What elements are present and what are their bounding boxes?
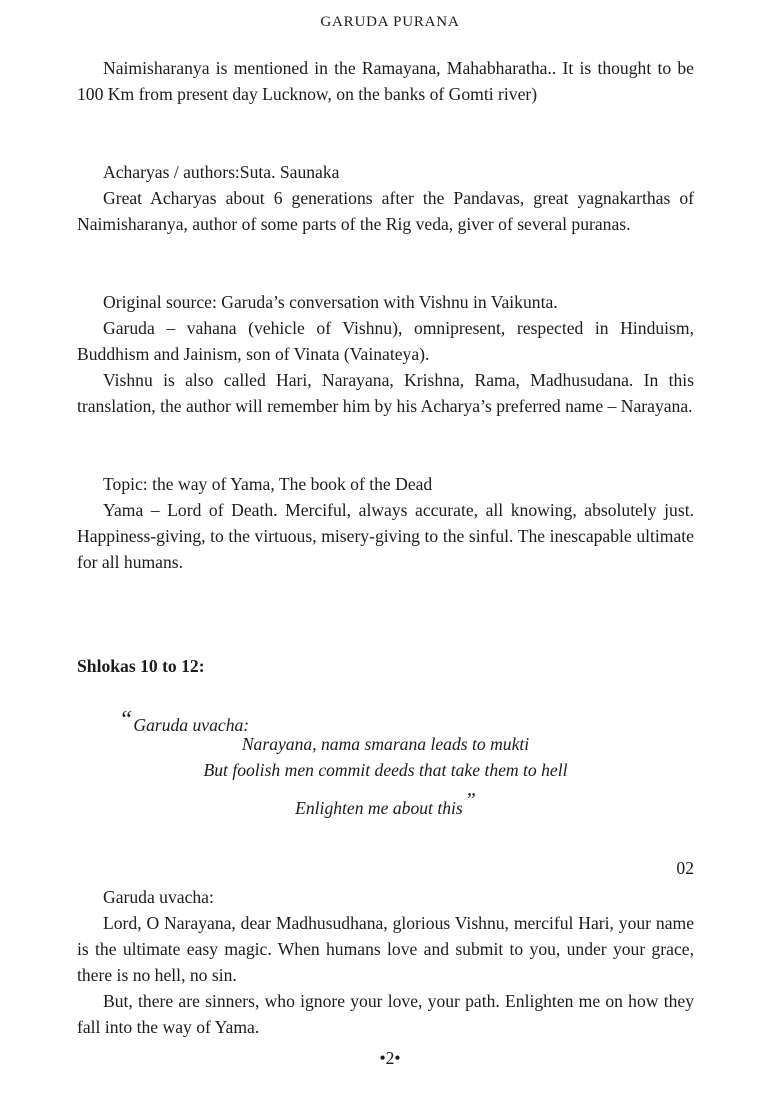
garuda-description: Garuda – vahana (vehicle of Vishnu), omnipresent, respected in Hinduism, Buddhism and Jainism, son of Vinata (Vainateya). xyxy=(77,318,694,364)
translation-paragraph: But, there are sinners, who ignore your love, your path. Enlighten me on how they fall into the way of Yama. xyxy=(77,991,694,1037)
topic-section xyxy=(77,471,694,575)
quote-speaker-text: Garuda uvacha: xyxy=(133,715,250,735)
yama-description: Yama – Lord of Death. Merciful, always accurate, all knowing, absolutely just. Happiness-giving, to the virtuous, misery-giving to the sinful. The inescapable ultimate for all humans. xyxy=(77,500,694,572)
translation-section xyxy=(77,884,694,1040)
acharyas-description: Great Acharyas about 6 generations after the Pandavas, great yagnakarthas of Naimisharanya, author of some parts of the Rig veda, giver of several puranas. xyxy=(77,188,694,234)
translation-speaker: Garuda uvacha: xyxy=(103,887,214,907)
page-number: •2• xyxy=(379,1048,401,1068)
source-section xyxy=(77,289,694,419)
shloka-line-text: Enlighten me about this xyxy=(295,798,463,818)
shloka-line: But foolish men commit deeds that take them to hell xyxy=(203,760,568,780)
verse-number: 02 xyxy=(676,858,694,878)
acharyas-title: Acharyas / authors:Suta. Saunaka xyxy=(103,162,340,182)
source-title: Original source: Garuda’s conversation with Vishnu in Vaikunta. xyxy=(103,292,558,312)
translation-paragraph: Lord, O Narayana, dear Madhusudhana, glorious Vishnu, merciful Hari, your name is the ultimate easy magic. When humans love and submit to you, under your grace, there is no hell, no sin. xyxy=(77,913,694,985)
acharyas-section xyxy=(77,159,694,237)
close-quote-mark: ” xyxy=(464,789,476,811)
running-header: GARUDA PURANA xyxy=(320,14,460,30)
open-quote-mark: “ xyxy=(119,707,133,733)
naimisharanya-text: Naimisharanya is mentioned in the Ramayana, Mahabharatha.. It is thought to be 100 Km from present day Lucknow, on the banks of Gomti river) xyxy=(77,58,694,104)
naimisharanya-paragraph xyxy=(77,55,694,107)
shloka-line: Narayana, nama smarana leads to mukti xyxy=(241,734,530,754)
shlokas-heading: Shlokas 10 to 12: xyxy=(77,656,205,676)
topic-title: Topic: the way of Yama, The book of the Dead xyxy=(103,474,433,494)
shloka-line-last xyxy=(77,786,694,822)
vishnu-description: Vishnu is also called Hari, Narayana, Krishna, Rama, Madhusudana. In this translation, the author will remember him by his Acharya’s preferred name – Narayana. xyxy=(77,370,694,416)
